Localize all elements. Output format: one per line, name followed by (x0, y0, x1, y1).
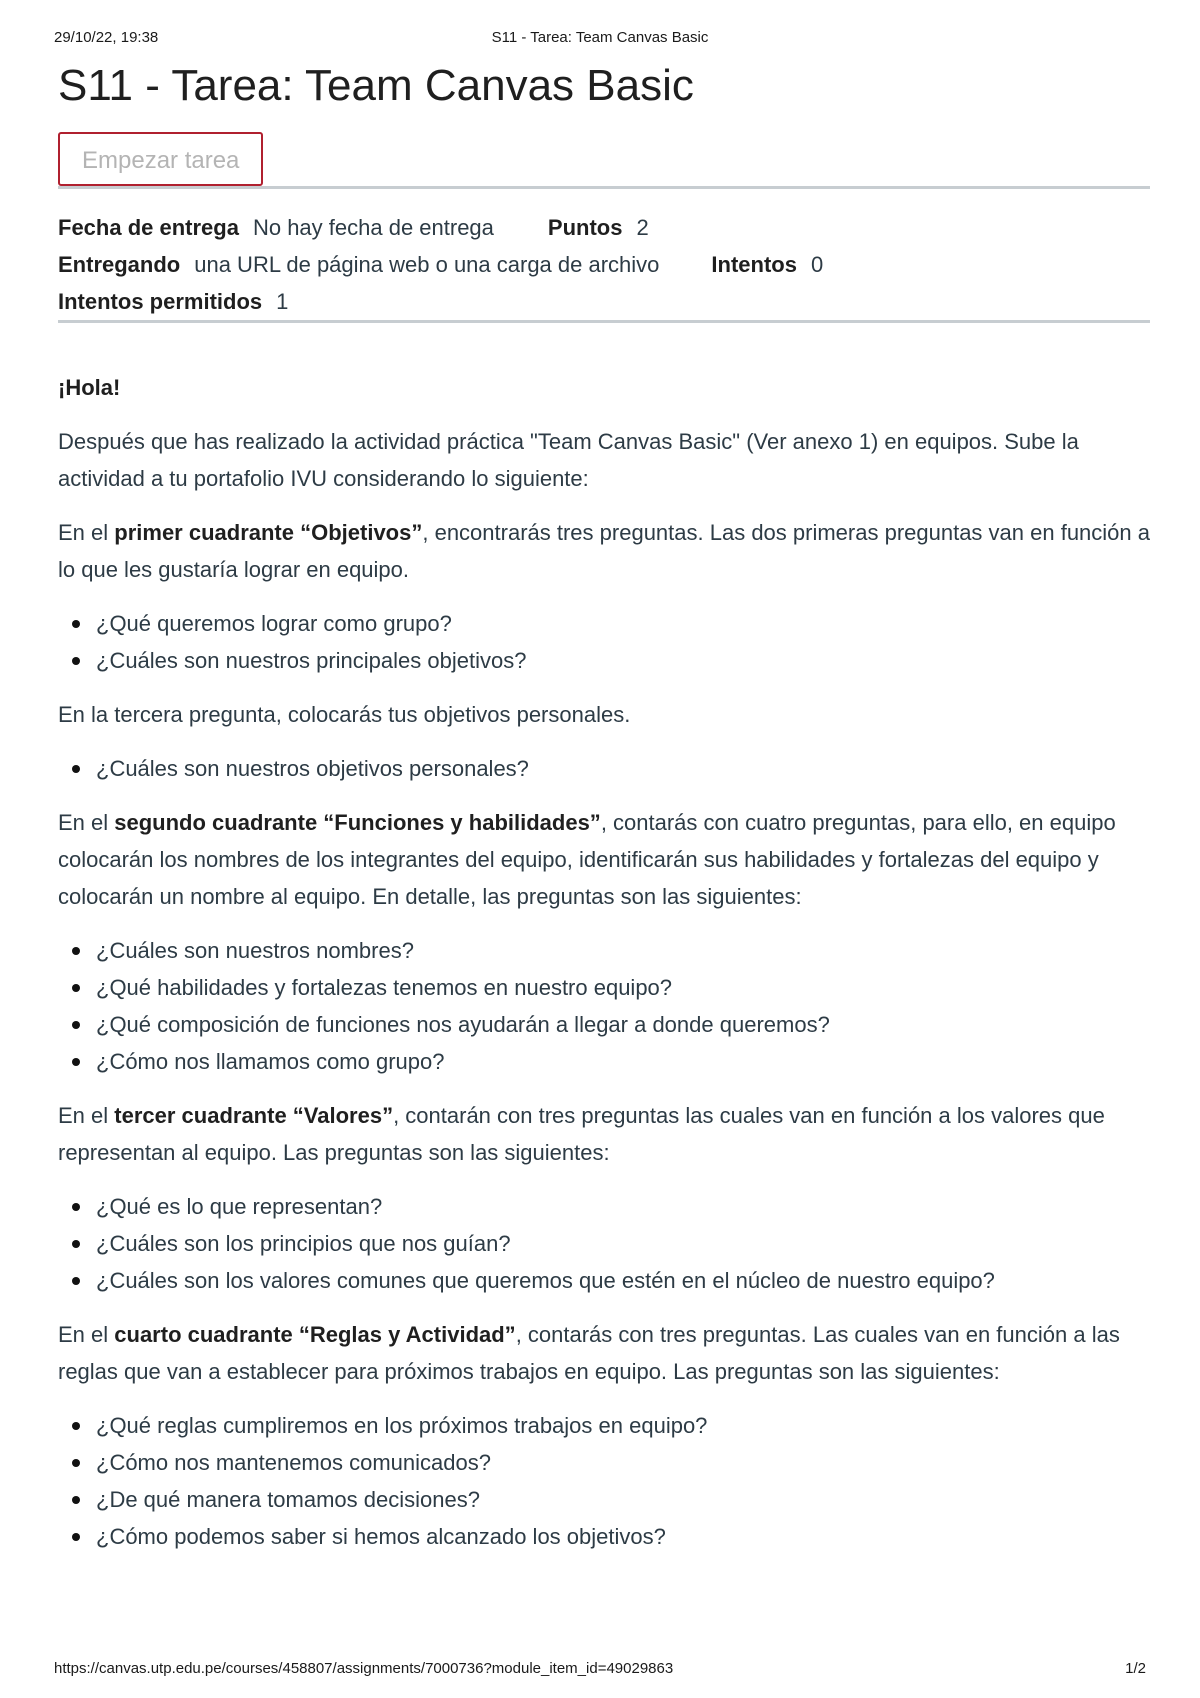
quadrant-2-paragraph: En el segundo cuadrante “Funciones y habilidades”, contarás con cuatro preguntas, para ello, en equipo colocarán los nombres de los integrantes del equipo, identificarán sus habilidades y fortalezas del equipo y colocarán un nombre al equipo. En detalle, las preguntas son las siguientes: (58, 810, 1116, 909)
list-item: ¿Qué queremos lograr como grupo? (96, 605, 1150, 642)
list-item: ¿Qué reglas cumpliremos en los próximos trabajos en equipo? (96, 1407, 1150, 1444)
divider (58, 320, 1150, 323)
submitting-label: Entregando (58, 252, 181, 277)
print-document-title: S11 - Tarea: Team Canvas Basic (491, 29, 709, 46)
print-url: https://canvas.utp.edu.pe/courses/458807/assignments/7000736?module_item_id=49029863 (54, 1660, 674, 1677)
print-date: 29/10/22, 19:38 (54, 29, 159, 46)
list-item: ¿Cuáles son nuestros objetivos personales? (96, 750, 1150, 787)
list-item: ¿Cómo nos llamamos como grupo? (96, 1043, 1150, 1080)
quadrant-4-questions (58, 1407, 1150, 1555)
details-row (58, 283, 1150, 320)
list-item: ¿Qué es lo que representan? (96, 1188, 1150, 1225)
attempts-label: Intentos (711, 252, 797, 277)
quadrant-1-third-paragraph: En la tercera pregunta, colocarás tus objetivos personales. (58, 702, 631, 727)
allowed-attempts-value: 1 (276, 289, 289, 314)
page-title: S11 - Tarea: Team Canvas Basic (58, 61, 694, 110)
details-row (58, 209, 1150, 246)
quadrant-1-personal-questions (58, 750, 1150, 787)
quadrant-4-paragraph: En el cuarto cuadrante “Reglas y Actividad”, contarás con tres preguntas. Las cuales van en función a las reglas que van a establecer para próximos trabajos en equipo. Las preguntas son las siguientes: (58, 1322, 1120, 1384)
list-item: ¿Cuáles son los principios que nos guían? (96, 1225, 1150, 1262)
print-header (54, 29, 1146, 49)
list-item: ¿Cómo nos mantenemos comunicados? (96, 1444, 1150, 1481)
print-page-number: 1/2 (1125, 1660, 1146, 1677)
assignment-description (58, 369, 1150, 1555)
greeting: ¡Hola! (58, 375, 121, 400)
attempts-value: 0 (810, 252, 824, 277)
quadrant-1-paragraph: En el primer cuadrante “Objetivos”, encontrarás tres preguntas. Las dos primeras preguntas van en función a lo que les gustaría lograr en equipo. (58, 520, 1151, 582)
list-item: ¿Qué habilidades y fortalezas tenemos en nuestro equipo? (96, 969, 1150, 1006)
allowed-attempts-label: Intentos permitidos (58, 289, 263, 314)
due-date-value: No hay fecha de entrega (252, 215, 494, 240)
list-item: ¿Qué composición de funciones nos ayudarán a llegar a donde queremos? (96, 1006, 1150, 1043)
quadrant-2-questions (58, 932, 1150, 1080)
start-assignment-button[interactable]: Empezar tarea (58, 132, 263, 186)
list-item: ¿Cómo podemos saber si hemos alcanzado los objetivos? (96, 1518, 1150, 1555)
details-row (58, 246, 1150, 283)
quadrant-3-questions (58, 1188, 1150, 1299)
intro-paragraph: Después que has realizado la actividad práctica "Team Canvas Basic" (Ver anexo 1) en equipos. Sube la actividad a tu portafolio IVU considerando lo siguiente: (58, 429, 1079, 491)
assignment-details (58, 209, 1150, 320)
due-date-label: Fecha de entrega (58, 215, 239, 240)
list-item: ¿De qué manera tomamos decisiones? (96, 1481, 1150, 1518)
points-label: Puntos (547, 215, 623, 240)
list-item: ¿Cuáles son nuestros nombres? (96, 932, 1150, 969)
points-value: 2 (636, 215, 649, 240)
assignment-content (58, 58, 1150, 1572)
list-item: ¿Cuáles son los valores comunes que queremos que estén en el núcleo de nuestro equipo? (96, 1262, 1150, 1299)
submitting-value: una URL de página web o una carga de archivo (194, 252, 660, 277)
quadrant-3-paragraph: En el tercer cuadrante “Valores”, contarán con tres preguntas las cuales van en función a los valores que representan al equipo. Las preguntas son las siguientes: (58, 1103, 1105, 1165)
print-footer (54, 1660, 1146, 1680)
list-item: ¿Cuáles son nuestros principales objetivos? (96, 642, 1150, 679)
quadrant-1-questions (58, 605, 1150, 679)
